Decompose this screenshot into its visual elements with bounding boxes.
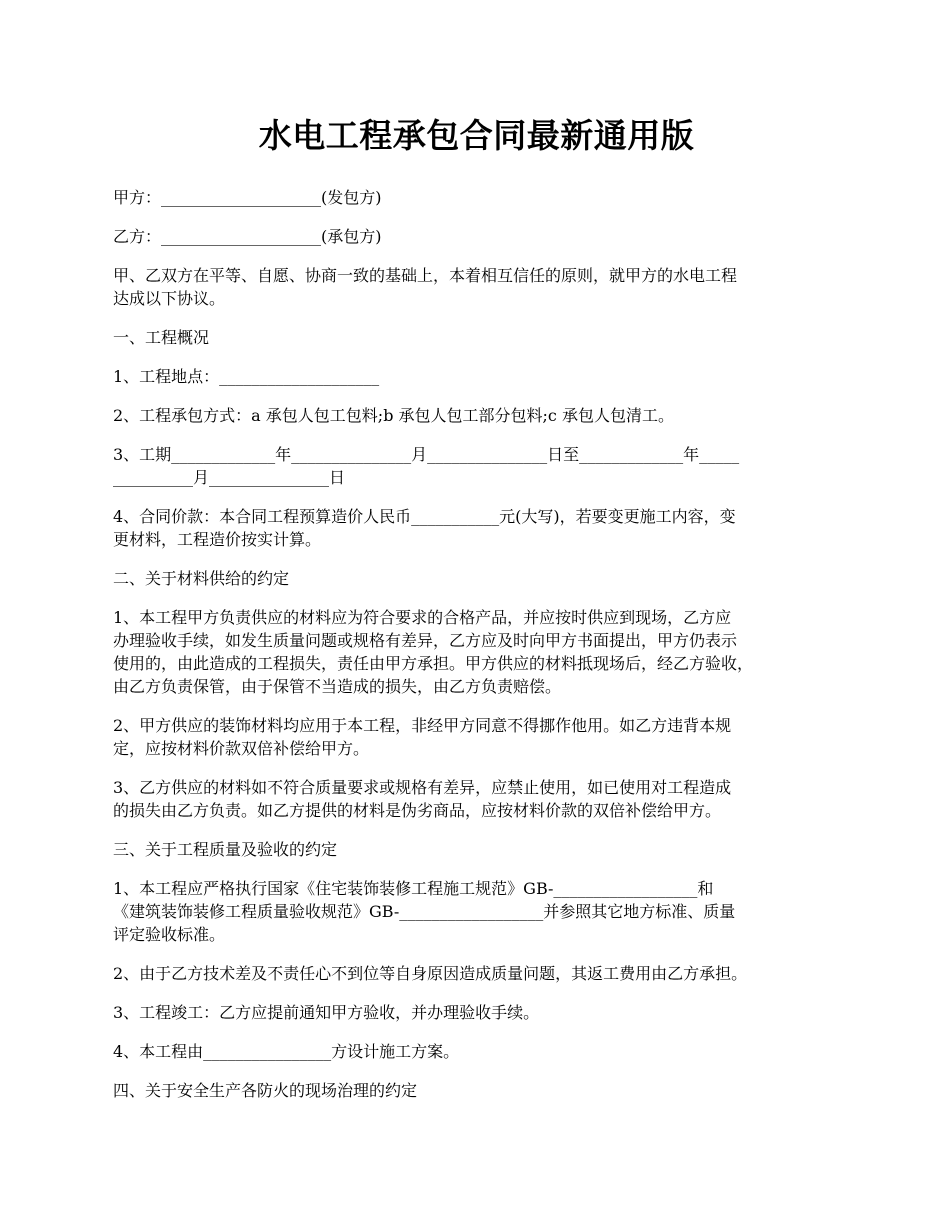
text-line: 4、合同价款：本合同工程预算造价人民币___________元(大写)，若要变更施工内容，变 xyxy=(113,507,736,526)
text-line: 2、由于乙方技术差及不责任心不到位等自身原因造成质量问题，其返工费用由乙方承担。 xyxy=(113,964,748,983)
text-line: 3、乙方供应的材料如不符合质量要求或规格有差异，应禁止使用，如已使用对工程造成 xyxy=(113,778,732,797)
paragraph xyxy=(113,1079,840,1102)
text-line: 二、关于材料供给的约定 xyxy=(113,569,290,588)
paragraph xyxy=(113,776,840,822)
text-line: 4、本工程由________________方设计施工方案。 xyxy=(113,1042,460,1061)
text-line: 使用的，由此造成的工程损失，责任由甲方承担。甲方供应的材料抵现场后，经乙方验收， xyxy=(113,654,754,673)
text-line: 评定验收标准。 xyxy=(113,925,226,944)
text-line: 办理验收手续，如发生质量问题或规格有差异，乙方应及时向甲方书面提出，甲方仍表示 xyxy=(113,631,738,650)
text-line: 由乙方负责保管，由于保管不当造成的损失，由乙方负责赔偿。 xyxy=(113,677,562,696)
paragraph xyxy=(113,567,840,590)
paragraph xyxy=(113,404,840,427)
document-body xyxy=(113,186,840,1102)
text-line: 《建筑装饰装修工程质量验收规范》GB-__________________并参照其它地方标准、质量 xyxy=(113,902,736,921)
paragraph xyxy=(113,365,840,388)
text-line: 定，应按材料价款双倍补偿给甲方。 xyxy=(113,739,370,758)
paragraph xyxy=(113,714,840,760)
paragraph xyxy=(113,877,840,946)
paragraph xyxy=(113,1001,840,1024)
paragraph xyxy=(113,1040,840,1063)
text-line: 甲、乙双方在平等、自愿、协商一致的基础上，本着相互信任的原则，就甲方的水电工程 xyxy=(113,266,738,285)
paragraph xyxy=(113,186,840,209)
text-line: 3、工程竣工：乙方应提前通知甲方验收，并办理验收手续。 xyxy=(113,1003,540,1022)
text-line: 1、本工程甲方负责供应的材料应为符合要求的合格产品，并应按时供应到现场，乙方应 xyxy=(113,608,732,627)
text-line: 1、工程地点：____________________ xyxy=(113,367,380,386)
paragraph xyxy=(113,264,840,310)
text-line: 更材料，工程造价按实计算。 xyxy=(113,530,322,549)
text-line: 一、工程概况 xyxy=(113,328,210,347)
paragraph xyxy=(113,443,840,489)
text-line: __________月_______________日 xyxy=(113,468,346,487)
paragraph xyxy=(113,838,840,861)
text-line: 1、本工程应严格执行国家《住宅装饰装修工程施工规范》GB-__________________和 xyxy=(113,879,714,898)
text-line: 四、关于安全生产各防火的现场治理的约定 xyxy=(113,1081,418,1100)
document-title: 水电工程承包合同最新通用版 xyxy=(258,116,695,155)
text-line: 达成以下协议。 xyxy=(113,289,226,308)
paragraph xyxy=(113,225,840,248)
text-line: 甲方：____________________(发包方) xyxy=(113,188,382,207)
text-line: 三、关于工程质量及验收的约定 xyxy=(113,840,338,859)
paragraph xyxy=(113,326,840,349)
text-line: 乙方：____________________(承包方) xyxy=(113,227,382,246)
text-line: 2、甲方供应的装饰材料均应用于本工程，非经甲方同意不得挪作他用。如乙方违背本规 xyxy=(113,716,732,735)
paragraph xyxy=(113,505,840,551)
text-line: 3、工期_____________年_______________月_______________日至_____________年_____ xyxy=(113,445,740,464)
paragraph xyxy=(113,962,840,985)
paragraph xyxy=(113,606,840,698)
text-line: 2、工程承包方式：a 承包人包工包料;b 承包人包工部分包料;c 承包人包清工。 xyxy=(113,406,674,425)
text-line: 的损失由乙方负责。如乙方提供的材料是伪劣商品，应按材料价款的双倍补偿给甲方。 xyxy=(113,801,722,820)
